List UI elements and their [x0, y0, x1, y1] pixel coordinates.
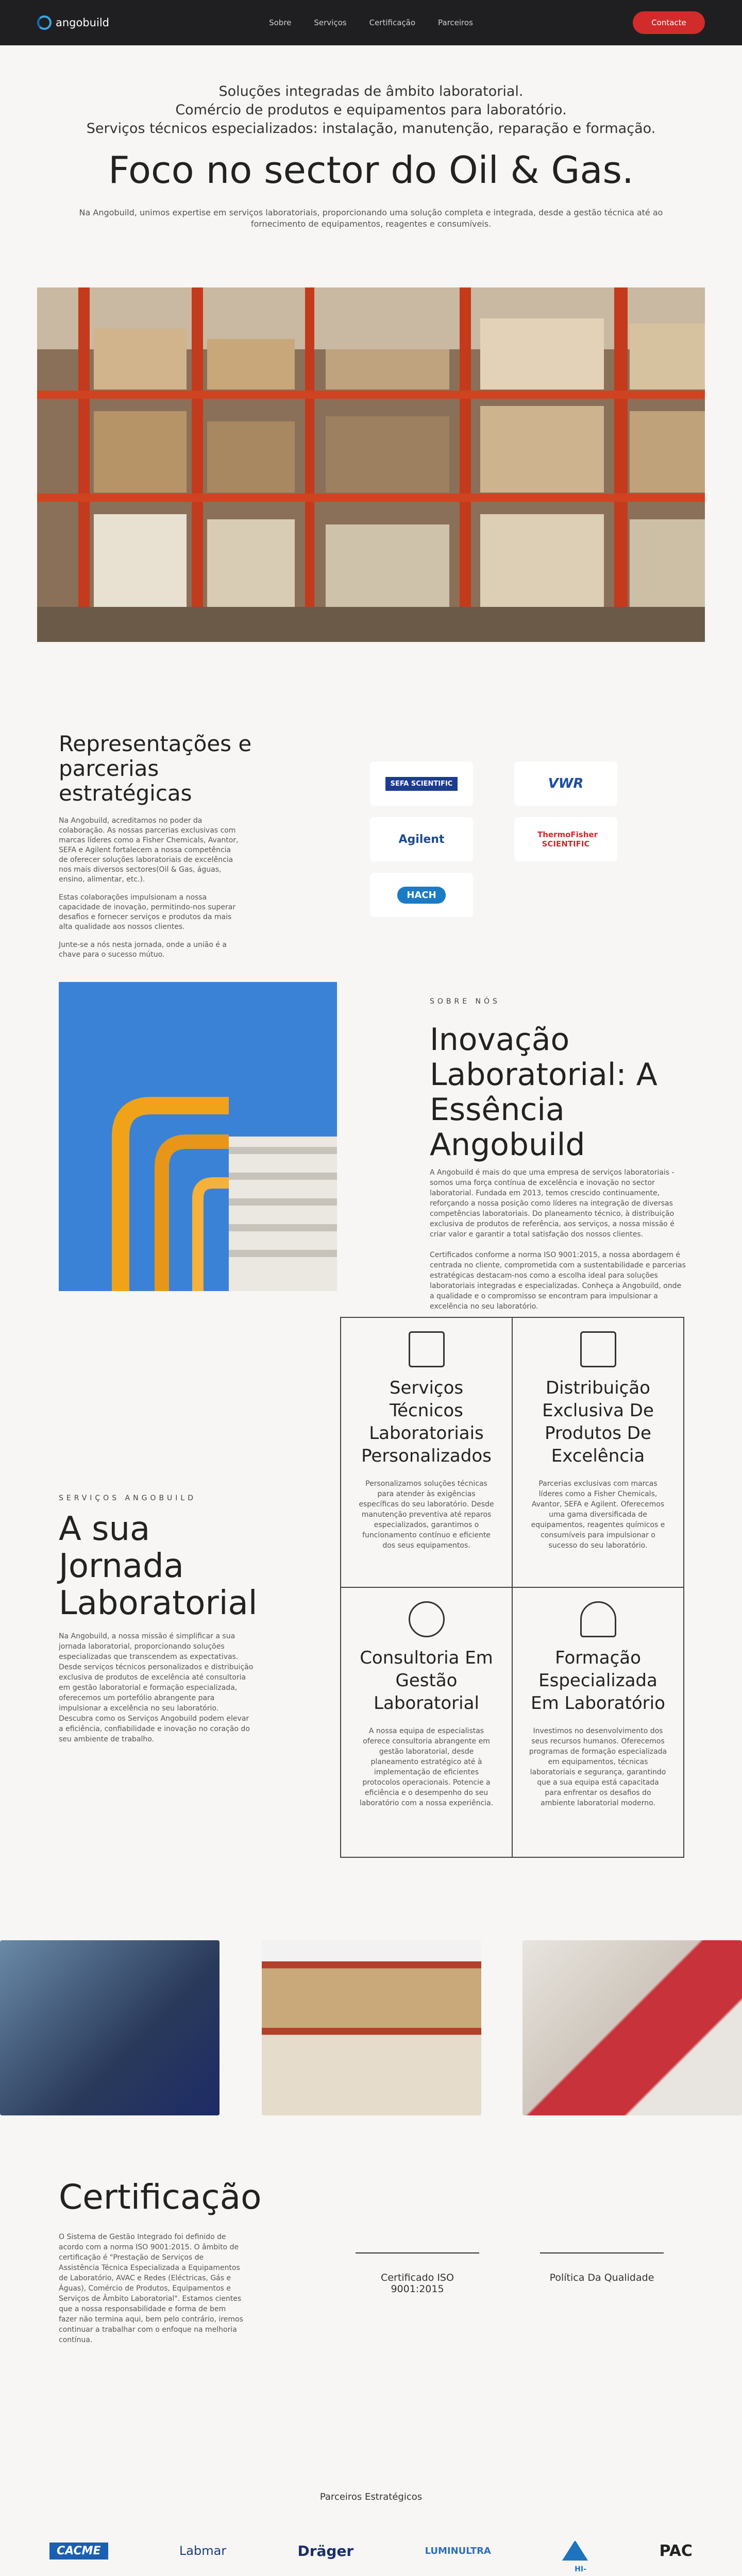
services-overline: SERVIÇOS ANGOBUILD [59, 1494, 197, 1502]
divider [356, 2252, 479, 2253]
about-section [0, 910, 742, 1317]
nav-link-sobre[interactable]: Sobre [269, 18, 292, 27]
about-text [430, 1167, 687, 1322]
warehouse-shelves-image [37, 287, 705, 642]
hero-description: Na Angobuild, unimos expertise em serviços laboratoriais, proporcionando uma solução completa e integrada, desde a gestão técnica até ao fornecimento de equipamentos, reagentes e consumíveis. [79, 208, 663, 229]
brand-logo-agilent: Agilent [370, 817, 473, 861]
brand-logo-sefa: SEFA SCIENTIFIC [370, 761, 473, 806]
service-title: Formação Especializada Em Laboratório [531, 1648, 665, 1714]
partner-logo-labmar: Labmar [179, 2544, 227, 2558]
divider [540, 2252, 664, 2253]
about-paragraph: A Angobuild é mais do que uma empresa de serviços laboratoriais - somos uma força contínua de excelência e inovação no sector laboratorial. Fundada em 2013, temos crescido continuamente, reforçando a nossa posição como líderes na integração de diversas competências laboratoriais. Do planeamento técnico, à distribuição exclusiva de produtos de referência, aos serviços, a nossa missão é criar valor e garantir a total satisfação dos nossos clientes. [430, 1168, 674, 1239]
hero-section [0, 45, 742, 642]
gallery-photo-shelves [262, 1940, 481, 2115]
representations-section [0, 642, 742, 959]
partner-logo-luminultra: LUMINULTRA [425, 2545, 491, 2556]
services-title: A sua Jornada Laboratorial [59, 1510, 258, 1622]
service-text: A nossa equipa de especialistas oferece consultoria abrangente em gestão laboratorial, desde planeamento estratégico até à implementação de eficientes protocolos operacionais. Potencie a eficiência e o desempenho do seu laboratório com a nossa experiência. [359, 1727, 494, 1807]
service-title: Consultoria Em Gestão Laboratorial [360, 1648, 493, 1714]
brand-logo-vwr: VWR [514, 761, 617, 806]
partner-logo-row [49, 2533, 693, 2573]
warehouse-illustration [37, 287, 705, 642]
services-section [0, 1317, 742, 1858]
service-card [512, 1317, 684, 1587]
hero-subtitle-line: Comércio de produtos e equipamentos para laboratório. [175, 102, 567, 118]
nav-link-certificacao[interactable]: Certificação [369, 18, 416, 27]
logo-text: angobuild [56, 16, 109, 29]
photo-gallery [0, 1858, 742, 2177]
certification-section [0, 2177, 742, 2492]
hero-title: Foco no sector do Oil & Gas. [108, 148, 634, 192]
gallery-photo-lab-device [522, 1940, 742, 2115]
service-card [341, 1317, 512, 1587]
gallery-photo-technician [0, 1940, 220, 2115]
certification-description: O Sistema de Gestão Integrado foi definido de acordo com a norma ISO 9001:2015. O âmbito de certificação é "Prestação de Serviços de Assistência Técnica Especializada a Equipamentos de Laboratório, AVAC e Redes (Eléctricas, Gás e Águas), Comércio de Produtos, Equipamentos e Serviços de Âmbito Laboratorial". Estamos cientes que a nossa responsabilidade e forma de bem fazer não termina aqui, bem pelo contrário, iremos continuar a trabalhar com o enfoque na melhoria contínua. [59, 2233, 243, 2344]
building-pipes-image [59, 982, 337, 1291]
representations-paragraph: Junte-se a nós nesta jornada, onde a união é a chave para o sucesso mútuo. [59, 941, 227, 959]
brand-logo-thermofisher: ThermoFisher SCIENTIFIC [514, 817, 617, 861]
lab-equipment-icon [409, 1331, 445, 1367]
service-text: Parcerias exclusivas com marcas líderes como a Fisher Chemicals, Avantor, SEFA e Agilent. Oferecemos uma gama diversificada de equipamentos, reagentes químicos e consumíveis para impulsionar o sucesso do seu laboratório. [531, 1480, 665, 1550]
partners-section [0, 2492, 742, 2576]
main-nav [0, 0, 742, 45]
partner-logo-triangle: HI- [562, 2541, 588, 2561]
services-description: Na Angobuild, a nossa missão é simplificar a sua jornada laboratorial, proporcionando soluções especializadas que transcendem as expectativas. Desde serviços técnicos personalizados e distribuição exclusiva de produtos de excelência até consultoria em gestão laboratorial e formação especializada, oferecemos um portefólio abrangente para impulsionar a excelência no seu laboratório. Descubra como os Serviços Angobuild podem elevar a eficiência, confiabilidade e inovação no coração do seu ambiente de trabalho. [59, 1632, 254, 1743]
about-paragraph: Certificados conforme a norma ISO 9001:2015, a nossa abordagem é centrada no cliente, comprometida com a sustentabilidade e parcerias estratégicas destacam-nos como a escolha ideal para soluções laboratoriais integradas e especializadas. Conheça a Angobuild, onde a qualidade e o compromisso se encontram para impulsionar a excelência no seu laboratório. [430, 1251, 686, 1311]
representations-paragraph: Estas colaborações impulsionam a nossa capacidade de inovação, permitindo-nos superar desafios e fornecer serviços e produtos da mais alta qualidade aos nossos clientes. [59, 893, 236, 931]
header-contact-button[interactable]: Contacte [633, 11, 705, 34]
partner-logo-pac: PAC [659, 2541, 693, 2560]
service-card [341, 1587, 512, 1857]
representations-title: Representações e parcerias estratégicas [59, 731, 252, 806]
about-title: Inovação Laboratorial: A Essência Angobuild [430, 1022, 657, 1163]
certificate-label: Certificado ISO 9001:2015 [381, 2272, 454, 2295]
quality-policy-link[interactable] [540, 2252, 664, 2283]
brand-logo-hach: HACH [370, 873, 473, 917]
service-title: Distribuição Exclusiva De Produtos De Excelência [542, 1378, 654, 1466]
service-title: Serviços Técnicos Laboratoriais Personalizados [361, 1378, 492, 1466]
service-card [512, 1587, 684, 1857]
nav-link-servicos[interactable]: Serviços [314, 18, 347, 27]
about-overline: SOBRE NÓS [430, 997, 500, 1006]
hero-subtitle-line: Serviços técnicos especializados: instalação, manutenção, reparação e formação. [86, 121, 656, 137]
partner-logo-cacme: CACME [49, 2543, 108, 2560]
service-text: Investimos no desenvolvimento dos seus recursos humanos. Oferecemos programas de formação especializada em equipamentos, técnicas laboratoriais e segurança, garantindo que a sua equipa está capacitada para enfrentar os desafios do ambiente laboratorial moderno. [529, 1727, 667, 1807]
partners-title: Parceiros Estratégicos [319, 2492, 423, 2502]
representations-paragraph: Na Angobuild, acreditamos no poder da colaboração. As nossas parcerias exclusivas com marcas líderes como a Fisher Chemicals, Avantor, SEFA e Agilent fortalecem a nossa competência de oferecer soluções laboratoriais de excelência nos mais diversos sectores(Oil & Gas, águas, ensino, alimentar, etc.). [59, 817, 239, 884]
pipes-illustration [59, 982, 337, 1291]
partner-logo-drager: Dräger [297, 2542, 354, 2560]
consulting-icon [409, 1601, 445, 1637]
site-header [0, 0, 742, 45]
nav-link-parceiros[interactable]: Parceiros [438, 18, 473, 27]
distribution-icon [580, 1331, 616, 1367]
hero-subtitle [0, 82, 742, 138]
certification-title: Certificação [59, 2177, 262, 2217]
training-icon [580, 1601, 616, 1637]
services-grid [340, 1317, 684, 1858]
policy-label: Política Da Qualidade [549, 2272, 654, 2283]
brand-logo-grid [370, 761, 617, 917]
hero-subtitle-line: Soluções integradas de âmbito laboratorial. [218, 83, 524, 99]
service-text: Personalizamos soluções técnicas para atender às exigências específicas do seu laboratório. Desde manutenção preventiva até reparos especializados, garantimos o funcionamento contínuo e eficiente dos seus equipamentos. [359, 1480, 494, 1550]
certificate-iso-link[interactable] [356, 2252, 479, 2295]
